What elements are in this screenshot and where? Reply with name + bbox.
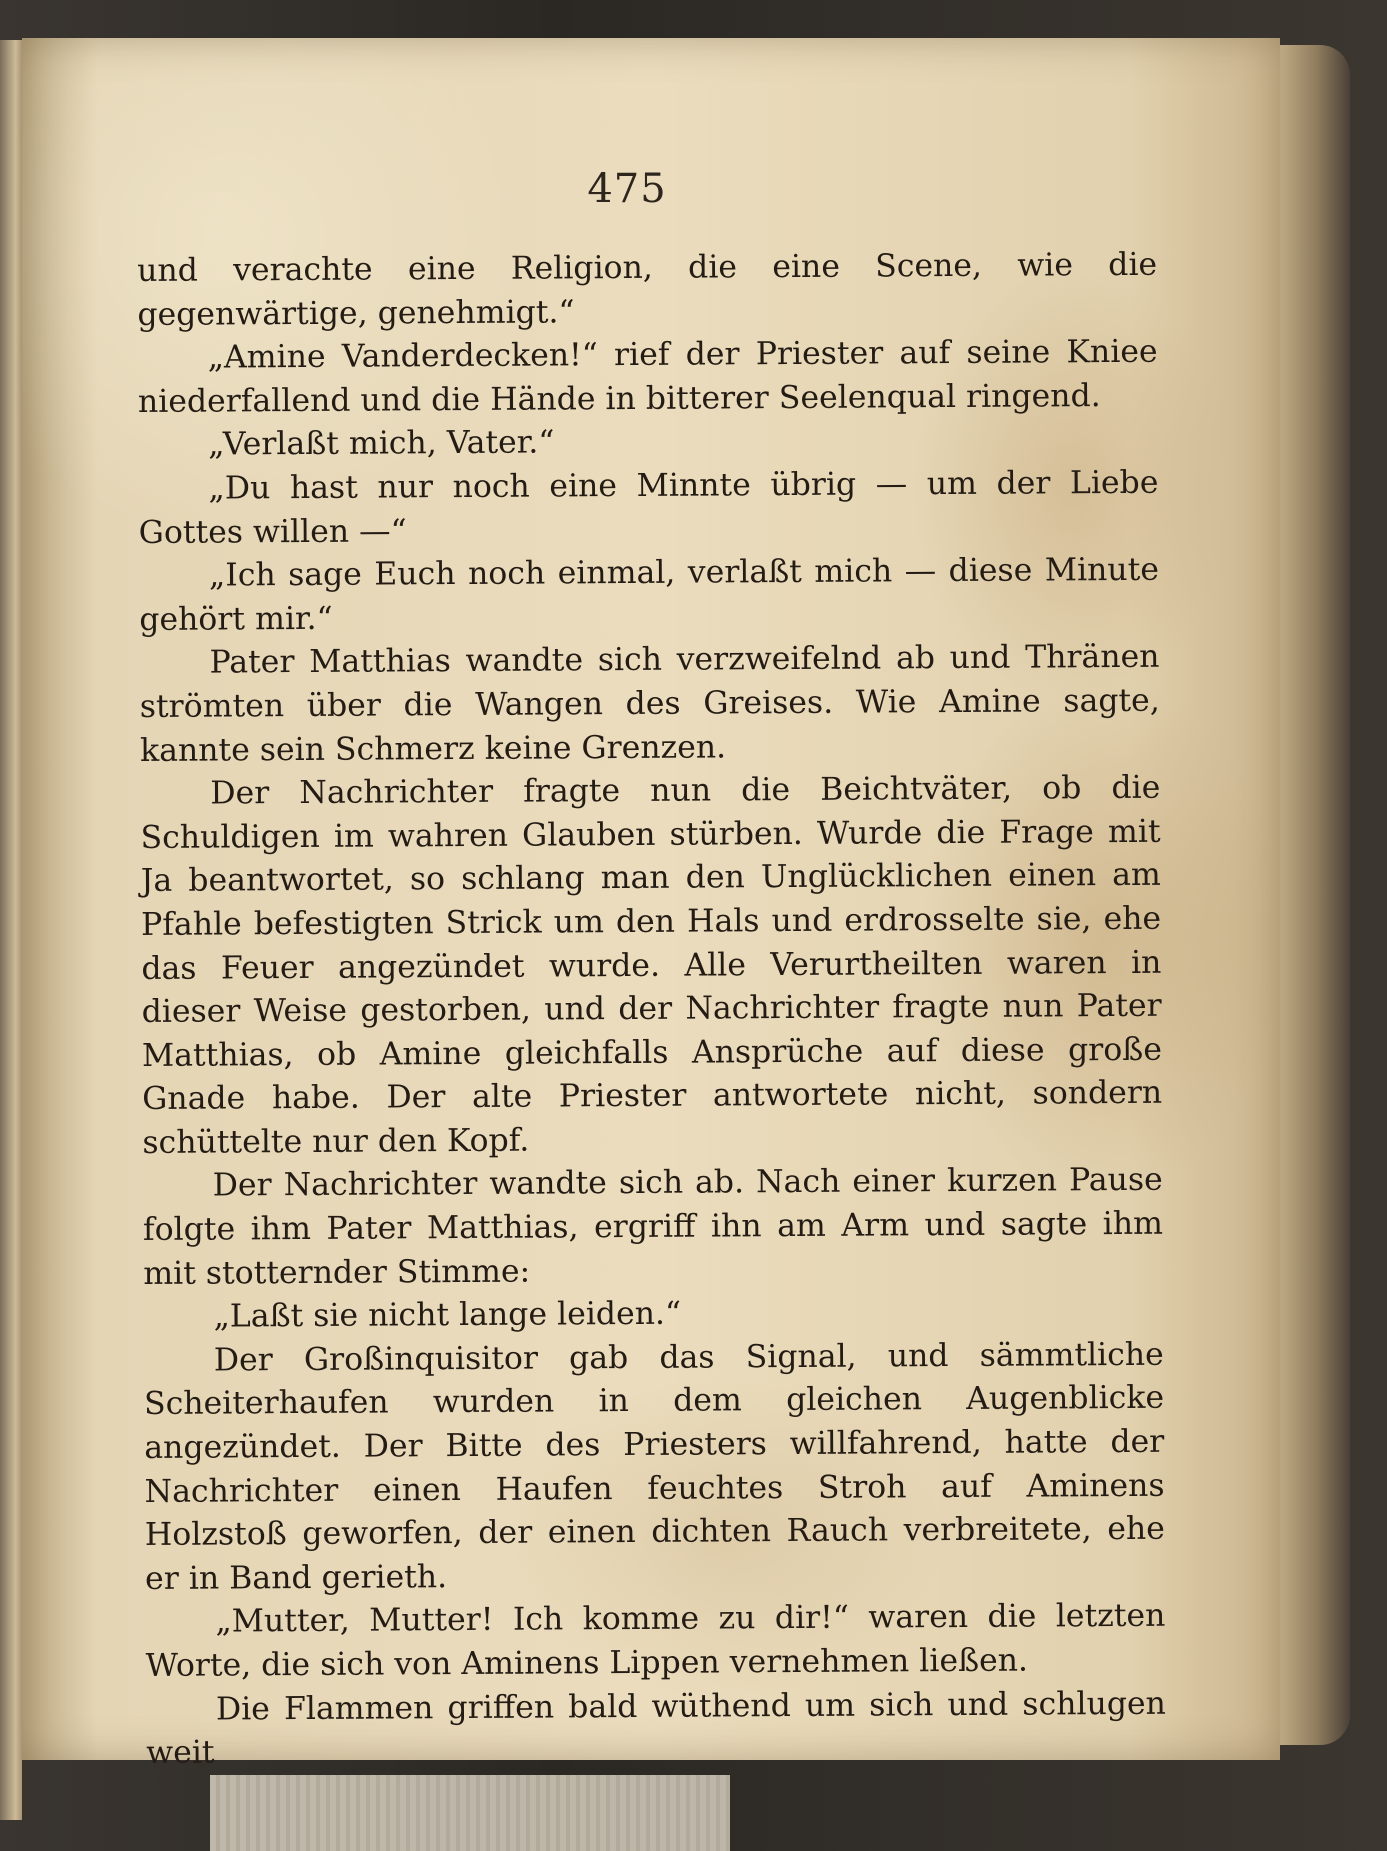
- left-page-edge: [0, 40, 22, 1820]
- paragraph: „Ich sage Euch noch einmal, verlaßt mich — diese Minute gehört mir.“: [139, 551, 1160, 638]
- paragraph: Der Großinquisitor gab das Signal, und sämmtliche Scheiterhaufen wurden in dem gleichen Augenblicke angezündet. Der Bitte des Priesters willfahrend, hatte der Nachrichter einen Haufen feuchtes Stroh auf Aminens Holzstoß geworfen, der einen dichten Rauch verbreitete, ehe er in Band gerieth.: [143, 1336, 1165, 1597]
- paragraph: und verachte eine Religion, die eine Scene, wie die gegenwärtige, genehmigt.“: [137, 246, 1158, 333]
- paragraph: Pater Matthias wandte sich verzweifelnd ab und Thränen strömten über die Wangen des Greises. Wie Amine sagte, kannte sein Schmerz keine Grenzen.: [139, 639, 1160, 769]
- paragraph: Die Flammen griffen bald wüthend um sich und schlugen weit: [146, 1685, 1167, 1772]
- book-page: [22, 38, 1280, 1772]
- paragraph: „Mutter, Mutter! Ich komme zu dir!“ waren die letzten Worte, die sich von Aminens Lippen vernehmen ließen.: [145, 1598, 1166, 1684]
- paragraph: „Amine Vanderdecken!“ rief der Priester auf seine Kniee niederfallend und die Hände in bitterer Seelenqual ringend.: [137, 333, 1158, 420]
- paragraph: „Laßt sie nicht lange leiden.“: [213, 1295, 682, 1335]
- bookmark-ribbon: [210, 1775, 730, 1851]
- paragraph: Der Nachrichter wandte sich ab. Nach einer kurzen Pause folgte ihm Pater Matthias, ergriff ihn am Arm und sagte ihm mit stotternder Stimme:: [142, 1162, 1164, 1292]
- page-number: 475: [587, 166, 667, 212]
- page-text: [137, 244, 1166, 1776]
- paragraph: „Du hast nur noch eine Minnte übrig — um der Liebe Gottes willen —“: [138, 464, 1159, 551]
- paragraph: „Verlaßt mich, Vater.“: [208, 424, 555, 463]
- paragraph: Der Nachrichter fragte nun die Beichtväter, ob die Schuldigen im wahren Glauben stürben. Wurde die Frage mit Ja beantwortet, so schlang man den Unglücklichen einen am Pfahle befestigten Strick um den Hals und erdrosselte sie, ehe das Feuer angezündet wurde. Alle Verurtheilten waren in dieser Weise gestorben, und der Nachrichter fragte nun Pater Matthias, ob Amine gleichfalls Ansprüche auf diese große Gnade habe. Der alte Priester antwortete nicht, sondern schüttelte nur den Kopf.: [140, 769, 1163, 1161]
